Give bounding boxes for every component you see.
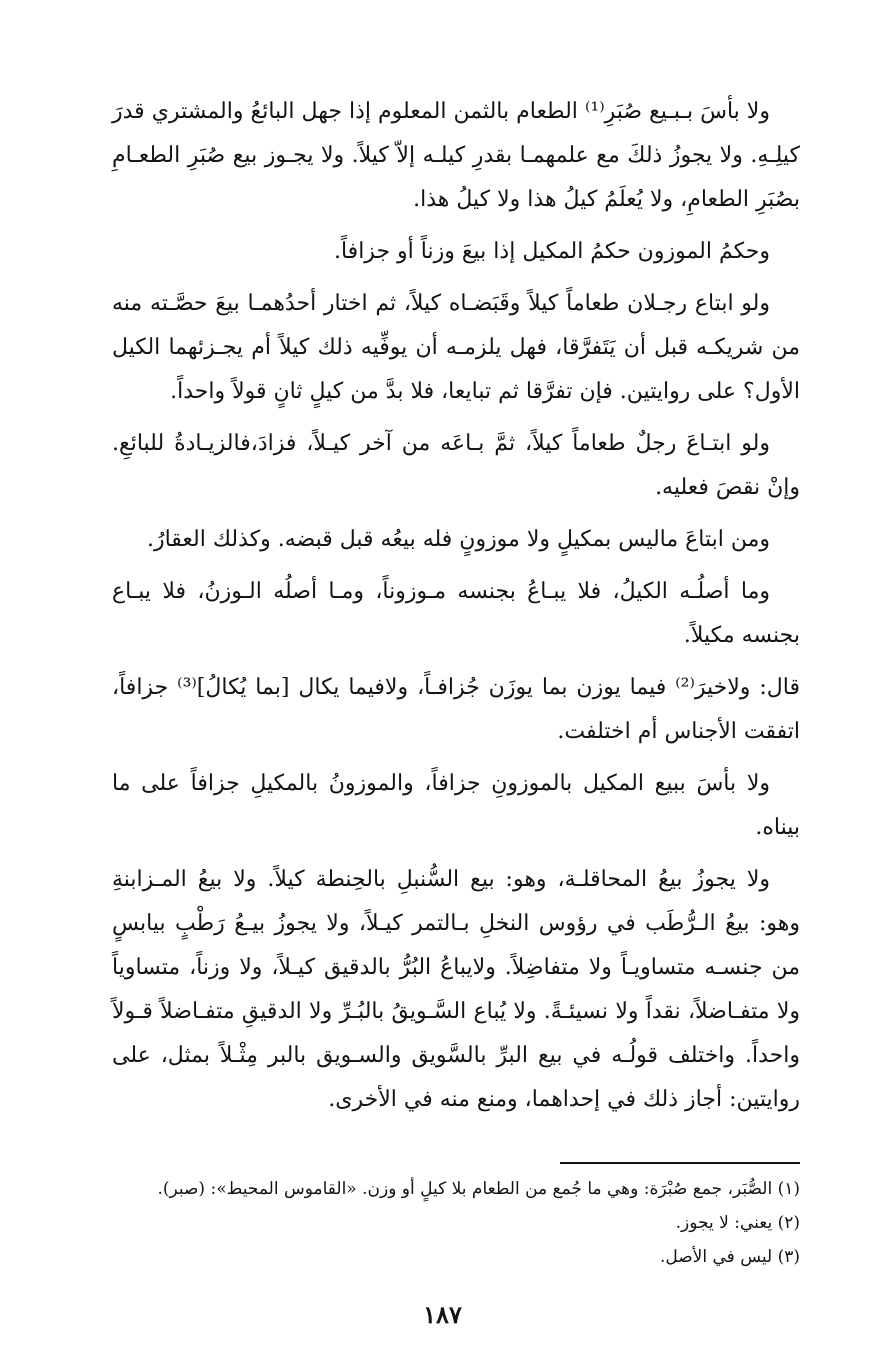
footnote-3: (٣) ليس في الأصل. <box>659 1247 800 1267</box>
footnote-separator <box>560 1162 800 1164</box>
footnote-1: (١) الصُّبَر، جمع صُبْرَة: وهي ما جُمع من الطعام بلا كيلٍ أو وزن. «القاموس المحيط»: (صبر). <box>157 1179 800 1199</box>
paragraph-3: ولو ابتاع رجـلان طعاماً كيلاً وقَبَضـاه كيلاً، ثم اختار أحدُهمـا بيعَ حصَّـته منه من شريكـه قبل أن يَتَفرَّقا، فهل يلزمـه أن يوفِّيه ذلك كيلاً أم يجـزئهما الكيل الأول؟ على روايتين. فإن تفرَّقا ثم تبايعا، فلا بدَّ من كيلٍ ثانٍ قولاً واحداً. <box>112 291 800 404</box>
paragraph-2: وحكمُ الموزون حكمُ المكيل إذا بيعَ وزناً أو جزافاً. <box>333 239 770 264</box>
paragraph-6: وما أصلُـه الكيلُ، فلا يبـاعُ بجنسه مـوزوناً، ومـا أصلُه الـوزنُ، فلا يبـاع بجنسه مكيلاً. <box>112 579 800 648</box>
footnotes <box>112 1172 800 1274</box>
paragraph-1: ولا بأسَ بـبـيع صُبَرِ⁽¹⁾ الطعام بالثمن المعلوم إذا جهل البائعُ والمشتري قدرَ كيلِـهِ. ولا يجوزُ ذلكَ مع علمهمـا بقدرِ كيلـه إلاّ كيلاً. ولا يجـوز بيع صُبَرِ الطعـامِ بصُبَرِ الطعامِ، ولا يُعلَمُ كيلُ هذا ولا كيلُ هذا. <box>112 99 800 212</box>
main-text <box>112 90 800 1130</box>
footnote-2: (٢) يعني: لا يجوز. <box>675 1213 800 1233</box>
paragraph-7: قال: ولاخيرَ⁽²⁾ فيما يوزن بما يوزَن جُزافـاً، ولافيما يكال [بما يُكالُ]⁽³⁾ جزافاً، اتفقت الأجناس أم اختلفت. <box>112 675 800 744</box>
page-number: ١٨٧ <box>423 1300 462 1329</box>
paragraph-9: ولا يجوزُ بيعُ المحاقلـة، وهو: بيع السُّنبلِ بالحِنطة كيلاً. ولا بيعُ المـزابنةِ وهو: بيعُ الـرُّطَب في رؤوس النخلِ بـالتمر كيـلاً، ولا يجوزُ بيـعُ رَطْبٍ بيابسٍ من جنسـه متساويـاً ولا متفاضِلاً. ولايباعُ البُرُّ بالدقيق كيـلاً، ولا وزناً، متساوياً ولا متفـاضلاً، نقداً ولا نسيئـةً. ولا يُباع السَّـويقُ بالبُـرِّ ولا الدقيقِ متفـاضلاً قـولاً واحداً. واختلف قولُـه في بيع البرِّ بالسَّويق والسـويق بالبر مِثْـلاً بمثل، على روايتين: أجاز ذلك في إحداهما، ومنع منه في الأخرى. <box>112 867 800 1112</box>
paragraph-8: ولا بأسَ ببيع المكيل بالموزونِ جزافاً، والموزونُ بالمكيلِ جزافاً على ما بيناه. <box>112 771 800 840</box>
paragraph-4: ولو ابتـاعَ رجلٌ طعاماً كيلاً، ثمَّ بـاعَه من آخر كيـلاً، فزادَ،فالزيـادةُ للبائعِ. وإنْ نقصَ فعليه. <box>112 431 800 500</box>
paragraph-5: ومن ابتاعَ ماليس بمكيلٍ ولا موزونٍ فله بيعُه قبل قبضه. وكذلك العقارُ. <box>146 527 770 552</box>
